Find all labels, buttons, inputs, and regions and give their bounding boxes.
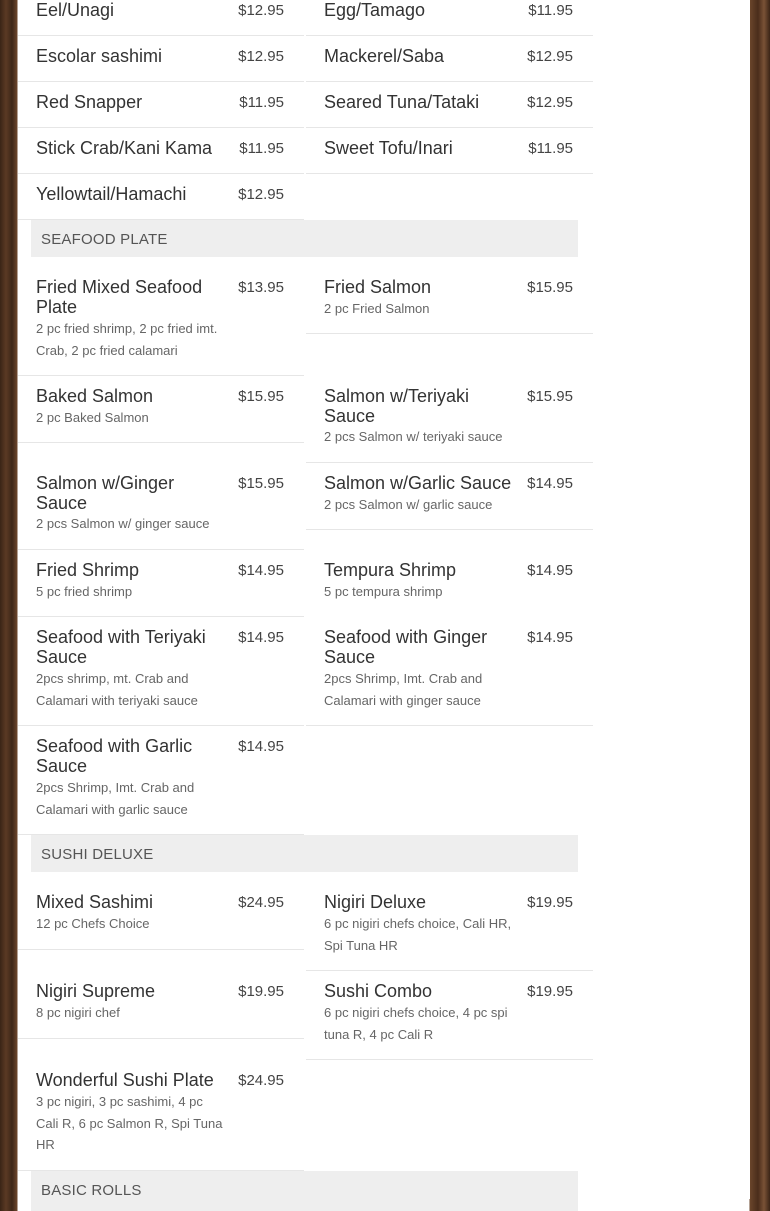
menu-item	[306, 267, 593, 334]
section-title: BASIC ROLLS	[41, 1182, 142, 1199]
item-name: Fried Mixed Seafood Plate	[36, 277, 203, 317]
item-description: 5 pc tempura shrimp	[324, 584, 443, 599]
menu-item	[18, 376, 304, 443]
item-price: $24.95	[238, 894, 284, 911]
item-description: 2pcs Shrimp, Imt. Crab and Calamari with garlic sauce	[36, 780, 195, 817]
item-price: $15.95	[238, 388, 284, 405]
item-name: Seafood with Ginger Sauce	[324, 627, 488, 667]
item-price: $15.95	[527, 388, 573, 405]
item-price: $13.95	[238, 279, 284, 296]
menu-item	[306, 971, 593, 1060]
menu-item	[306, 36, 593, 82]
item-name: Seafood with Teriyaki Sauce	[36, 627, 206, 667]
menu-item	[18, 617, 304, 726]
menu-item	[18, 726, 304, 835]
item-name: Baked Salmon	[36, 386, 154, 406]
item-name: Stick Crab/Kani Kama	[36, 138, 213, 158]
menu-item	[18, 36, 304, 82]
item-price: $14.95	[238, 738, 284, 755]
item-description: 2 pcs Salmon w/ ginger sauce	[36, 516, 210, 531]
menu-item	[18, 1060, 304, 1171]
item-name: Salmon w/Garlic Sauce	[324, 473, 512, 493]
item-name: Mackerel/Saba	[324, 46, 445, 66]
item-description: 3 pc nigiri, 3 pc sashimi, 4 pc Cali R, 6 pc Salmon R, Spi Tuna HR	[36, 1094, 223, 1152]
section-title: SEAFOOD PLATE	[41, 231, 168, 248]
menu-item	[18, 550, 304, 617]
section-header-seafood-plate	[31, 220, 578, 257]
menu-item	[306, 550, 593, 617]
item-name: Wonderful Sushi Plate	[36, 1070, 214, 1090]
menu-item	[18, 128, 304, 174]
item-price: $11.95	[528, 140, 573, 157]
menu-item	[18, 82, 304, 128]
menu-item	[18, 267, 304, 376]
item-name: Fried Shrimp	[36, 560, 140, 580]
item-name: Sweet Tofu/Inari	[324, 138, 453, 158]
menu-item	[306, 82, 593, 128]
item-description: 2 pc fried shrimp, 2 pc fried imt. Crab, 2 pc fried calamari	[36, 321, 218, 358]
menu-item	[18, 463, 304, 550]
item-price: $19.95	[527, 894, 573, 911]
item-price: $14.95	[238, 629, 284, 646]
item-price: $11.95	[528, 2, 573, 19]
item-name: Egg/Tamago	[324, 0, 426, 20]
item-description: 2 pc Baked Salmon	[36, 410, 149, 425]
item-description: 2 pcs Salmon w/ teriyaki sauce	[324, 429, 503, 444]
item-price: $15.95	[238, 475, 284, 492]
item-price: $12.95	[527, 94, 573, 111]
menu-item	[306, 0, 593, 36]
item-description: 8 pc nigiri chef	[36, 1005, 120, 1020]
item-price: $14.95	[527, 475, 573, 492]
item-name: Seafood with Garlic Sauce	[36, 736, 193, 776]
item-name: Tempura Shrimp	[324, 560, 457, 580]
menu-item	[306, 463, 593, 530]
item-price: $12.95	[527, 48, 573, 65]
section-header-sushi-deluxe	[31, 835, 578, 872]
menu-item	[18, 0, 304, 36]
section-header-basic-rolls	[31, 1171, 578, 1211]
item-name: Mixed Sashimi	[36, 892, 154, 912]
item-price: $12.95	[238, 48, 284, 65]
item-name: Yellowtail/Hamachi	[36, 184, 187, 204]
item-name: Sushi Combo	[324, 981, 433, 1001]
section-title: SUSHI DELUXE	[41, 846, 154, 863]
item-name: Salmon w/Ginger Sauce	[36, 473, 175, 513]
menu-item	[306, 376, 593, 463]
menu-item	[18, 971, 304, 1039]
item-price: $14.95	[527, 562, 573, 579]
menu-item	[18, 882, 304, 950]
item-price: $11.95	[239, 94, 284, 111]
item-description: 2pcs shrimp, mt. Crab and Calamari with teriyaki sauce	[36, 671, 198, 708]
item-name: Seared Tuna/Tataki	[324, 92, 480, 112]
item-price: $19.95	[238, 983, 284, 1000]
item-name: Escolar sashimi	[36, 46, 163, 66]
item-description: 6 pc nigiri chefs choice, Cali HR, Spi Tuna HR	[324, 916, 512, 953]
item-description: 6 pc nigiri chefs choice, 4 pc spi tuna R, 4 pc Cali R	[324, 1005, 508, 1042]
item-price: $14.95	[527, 629, 573, 646]
item-price: $15.95	[527, 279, 573, 296]
item-description: 2pcs Shrimp, Imt. Crab and Calamari with ginger sauce	[324, 671, 483, 708]
item-price: $14.95	[238, 562, 284, 579]
item-name: Nigiri Deluxe	[324, 892, 427, 912]
item-description: 2 pcs Salmon w/ garlic sauce	[324, 497, 493, 512]
item-description: 12 pc Chefs Choice	[36, 916, 150, 931]
menu-item	[306, 617, 593, 726]
item-price: $19.95	[527, 983, 573, 1000]
item-description: 5 pc fried shrimp	[36, 584, 133, 599]
item-price: $12.95	[238, 186, 284, 203]
menu-item	[306, 882, 593, 971]
item-description: 2 pc Fried Salmon	[324, 301, 430, 316]
item-price: $12.95	[238, 2, 284, 19]
menu-item	[306, 128, 593, 174]
item-name: Red Snapper	[36, 92, 143, 112]
menu-item	[18, 174, 304, 220]
item-price: $11.95	[239, 140, 284, 157]
item-price: $24.95	[238, 1072, 284, 1089]
item-name: Nigiri Supreme	[36, 981, 156, 1001]
item-name: Salmon w/Teriyaki Sauce	[324, 386, 470, 426]
item-name: Eel/Unagi	[36, 0, 115, 20]
item-name: Fried Salmon	[324, 277, 432, 297]
